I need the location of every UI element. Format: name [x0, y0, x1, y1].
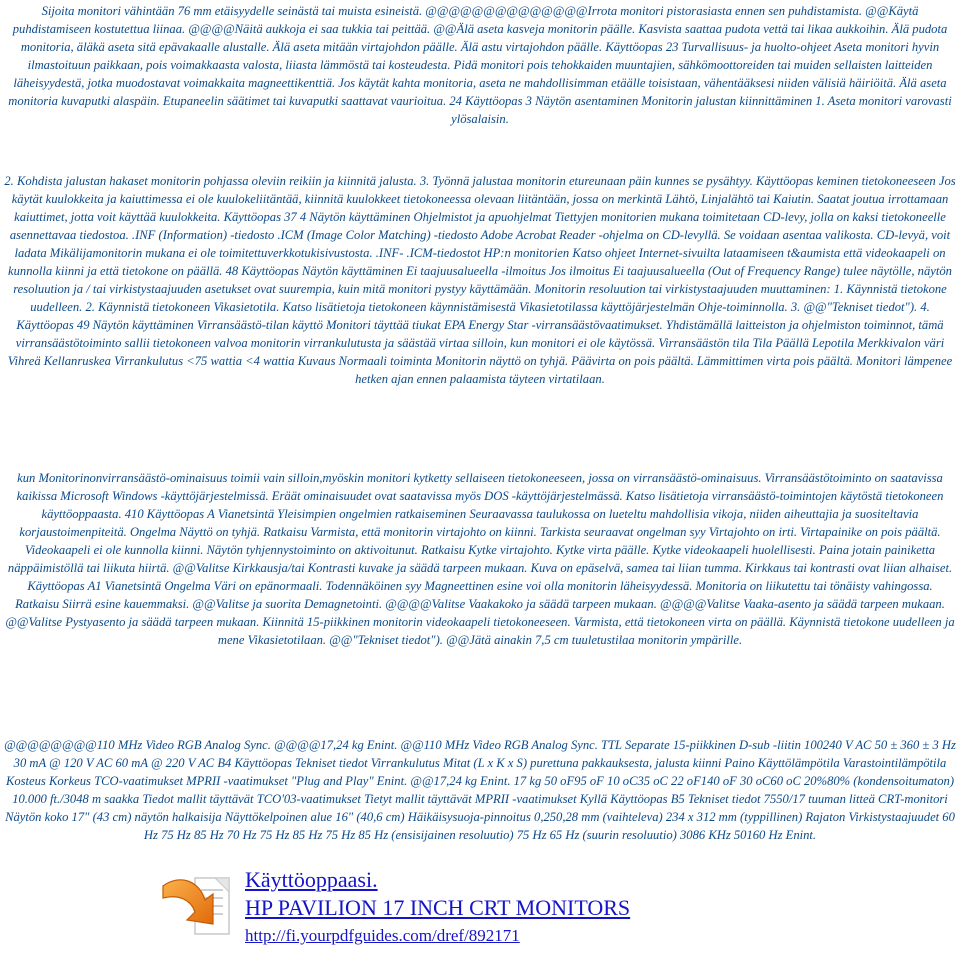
footer-links [245, 866, 945, 948]
paragraph-safety-installation: Sijoita monitori vähintään 76 mm etäisyydelle seinästä tai muista esineistä. @@@@@@@@@@@@@@Irrota monitori pistorasiasta ennen sen puhdistamista. @@Käytä puhdistamiseen kostutettua liinaa. @@@@Näitä aukkoja ei saa tukkia tai peittää. @@Älä aseta kasveja monitorin päälle. Kasvista saattaa pudota vettä tai likaa aukkoihin. Älä pudota monitoria, äläkä aseta sitä epävakaalle alustalle. Älä aseta mitään virtajohdon päälle. Älä astu virtajohdon päälle. Käyttöopas 23 Turvallisuus- ja huolto-ohjeet Aseta monitori hyvin ilmastoituun paikkaan, pois voimakkaasta valosta, liiasta lämmöstä tai kosteudesta. Pidä monitori pois tehokkaiden muuntajien, sähkömoottoreiden tai muiden sellaisten laitteiden läheisyydestä, jotka muodostavat voimakkaita magneettikenttiä. Jos käytät kahta monitoria, aseta ne mahdollisimman etäälle toisistaan, vähentääksesi niiden välisiä häiriöitä. Älä aseta monitoria kuvaputki alaspäin. Etupaneelin säätimet tai kuvaputki saattavat vaurioitua. 24 Käyttöopas 3 Näytön asentaminen Monitorin jalustan kiinnittäminen 1. Aseta monitori varovasti ylösalaisin. [8, 4, 952, 126]
paragraph-power-saving-troubleshooting: kun Monitorinonvirransäästö-ominaisuus toimii vain silloin,myöskin monitori kytketty sellaiseen tietokoneeseen, jossa on virransäästö-ominaisuus. Virransäästötoiminto on saatavissa kaikissa Microsoft Windows -käyttöjärjestelmissä. Eräät ominaisuudet ovat saatavissa myös DOS -käyttöjärjestelmässä. Katso lisätietoja virransäästö-toimintojen käytöstä tietokoneen käyttöoppaasta. 410 Käyttöopas A Vianetsintä Yleisimpien ongelmien ratkaiseminen Seuraavassa taulukossa on lueteltu mahdollisia vikoja, niiden aiheuttajia ja suositeltavia korjaustoimenpiteitä. Ongelma Näyttö on tyhjä. Ratkaisu Varmista, että monitorin virtajohto on kiinni. Tarkista seuraavat ongelman syy Virtajohto on irti. Virtapainike on pois päältä. Videokaapeli ei ole kunnolla kiinni. Näytön tyhjennystoiminto on aktivoitunut. Ratkaisu Kytke virtajohto. Kytke virta päälle. Kytke videokaapeli huolellisesti. Paina jotain painiketta näppäimistöllä tai liikuta hiirtä. @@Valitse Kirkkausja/tai Kontrasti kuvake ja säädä tarpeen mukaan. Kuva on epäselvä, samea tai liian tumma. Kirkkaus tai kontrasti ovat liian alhaiset. Käyttöopas A1 Vianetsintä Ongelma Väri on epänormaali. Todennäköinen syy Magneettinen esine voi olla monitorin läheisyydessä. Monitoria on liikutettu tai tönäisty vahingossa. Ratkaisu Siirrä esine kauemmaksi. @@Valitse ja suorita Demagnetointi. @@@@Valitse Vaakakoko ja säädä tarpeen mukaan. @@@@Valitse Vaaka-asento ja säädä tarpeen mukaan. @@Valitse Pystyasento ja säädä tarpeen mukaan. Kiinnitä 15-piikkinen monitorin videokaapeli tietokoneeseen. Varmista, että tietokoneen virta on päällä. Käynnistä tietokone uudelleen ja mene Vikasietotilaan. @@"Tekniset tiedot"). @@Jätä ainakin 7,5 cm tuuletustilaa monitorin ympärille. [5, 471, 955, 647]
document-arrow-logo-icon [157, 864, 237, 944]
footer-links-area [157, 860, 947, 960]
product-title-link[interactable]: HP PAVILION 17 INCH CRT MONITORS [245, 895, 631, 920]
paragraph-stand-software-power: 2. Kohdista jalustan hakaset monitorin pohjassa oleviin reikiin ja kiinnitä jalusta. 3. Työnnä jalustaa monitorin etureunaan päin kunnes se pysähtyy. Käyttöopas keminen tietokoneeseen Jos käytät kuulokkeita ja kaiuttimessa ei ole kuulokeliitäntää, kiinnitä kuulokkeet tietokoneessa olevaan liitäntään, jossa on merkintä Lähtö, Linjalähtö tai Kaiutin. Saatat joutua irrottamaan kaiuttimet, jotta voit käyttää kuulokkeita. Käyttöopas 37 4 Näytön käyttäminen Ohjelmistot ja apuohjelmat Tiettyjen monitorien mukana toimitetaan CD-levy, jolla on kaksi tietokoneelle asennettavaa tiedostoa. .INF (Information) -tiedosto .ICM (Image Color Matching) -tiedosto Adobe Acrobat Reader -ohjelma on CD-levyllä. Se voidaan asentaa valikosta. CD-levyä, voit ladata Mikälijamonitorin mukana ei ole toimitettuverkkotukisivustosta. .INF- .ICM-tiedostot HP:n monitorien Katso ohjeet Internet-sivuilta lataamiseen t&aumista että videokaapeli on kunnolla kiinni ja että tietokone on päällä. 48 Käyttöopas Näytön käyttäminen Ei taajuusalueella -ilmoitus Jos ilmoitus Ei taajuusalueella (Out of Frequency Range) tulee näytölle, näytön resoluution ja / tai virkistystaajuuden asetukset ovat suurempia, kuin mitä monitori pystyy käyttämään. Monitorin resoluution tai virkistystaajuuden muuttaminen: 1. Käynnistä tietokone uudelleen. 2. Käynnistä tietokoneen Vikasietotila. Katso lisätietoja tietokoneen käynnistämisestä Vikasietotilassa käyttöjärjestelmän Ohje-toiminnolla. 3. @@"Tekniset tiedot"). 4. Käyttöopas 49 Näytön käyttäminen Virransäästö-tilan käyttö Monitori täyttää tiukat EPA Energy Star -virransäästövaatimukset. Yhdistämällä laitteiston ja ohjelmiston toiminnot, tämä virransäästötoiminto sallii tietokoneen valvoa monitorin virrankulutusta ja säästää virtaa silloin, kun monitori ei ole käytössä. Virransäästön tila Tila Päällä Lepotila Merkkivalon väri Vihreä Kellanruskea Virrankulutus <75 wattia <4 wattia Kuvaus Normaali toiminta Monitorin näyttö on tyhjä. Päävirta on pois päältä. Lämmittimen virta pois päältä. Monitori lämpenee hetken ajan ennen palaamista täyteen virtatilaan. [4, 174, 956, 386]
paragraph-technical-specs: @@@@@@@@110 MHz Video RGB Analog Sync. @@@@17,24 kg Enint. @@110 MHz Video RGB Analog Sync. TTL Separate 15-piikkinen D-sub -liitin 100240 V AC 50 ± 360 ± 3 Hz 30 mA @ 120 V AC 60 mA @ 220 V AC B4 Käyttöopas Tekniset tiedot Virrankulutus Mitat (L x K x S) purettuna pakkauksesta, jalusta kiinni Paino Käyttölämpötila Varastointilämpötila Kosteus Korkeus TCO-vaatimukset MPRII -vaatimukset "Plug and Play" Enint. @@17,24 kg Enint. 17 kg 50 oF95 oF 10 oC35 oC 22 oF140 oF 30 oC60 oC 20%80% (kondensoitumaton) 10.000 ft./3048 m saakka Tiedot mallit täyttävät TCO'03-vaatimukset Tietyt mallit täyttävät MPRII -vaatimukset Kyllä Käyttöopas B5 Tekniset tiedot 7550/17 tuuman litteä CRT-monitori Näytön koko 17" (43 cm) näytön halkaisija Näyttökelpoinen alue 16" (40,6 cm) Häikäisysuoja-pinnoitus 0,250,28 mm (vaihteleva) 234 x 312 mm (typpillinen) Rajaton Virkistystaajuudet 60 Hz 75 Hz 85 Hz 70 Hz 75 Hz 85 Hz 75 Hz 85 Hz (ensisijainen resoluutio) 75 Hz 65 Hz (suurin resoluutio) 3086 KHz 50160 Hz Enint. [4, 738, 956, 842]
download-url-link[interactable]: http://fi.yourpdfguides.com/dref/892171 [245, 926, 520, 945]
user-guide-link[interactable]: Käyttöoppaasi. [245, 867, 378, 892]
